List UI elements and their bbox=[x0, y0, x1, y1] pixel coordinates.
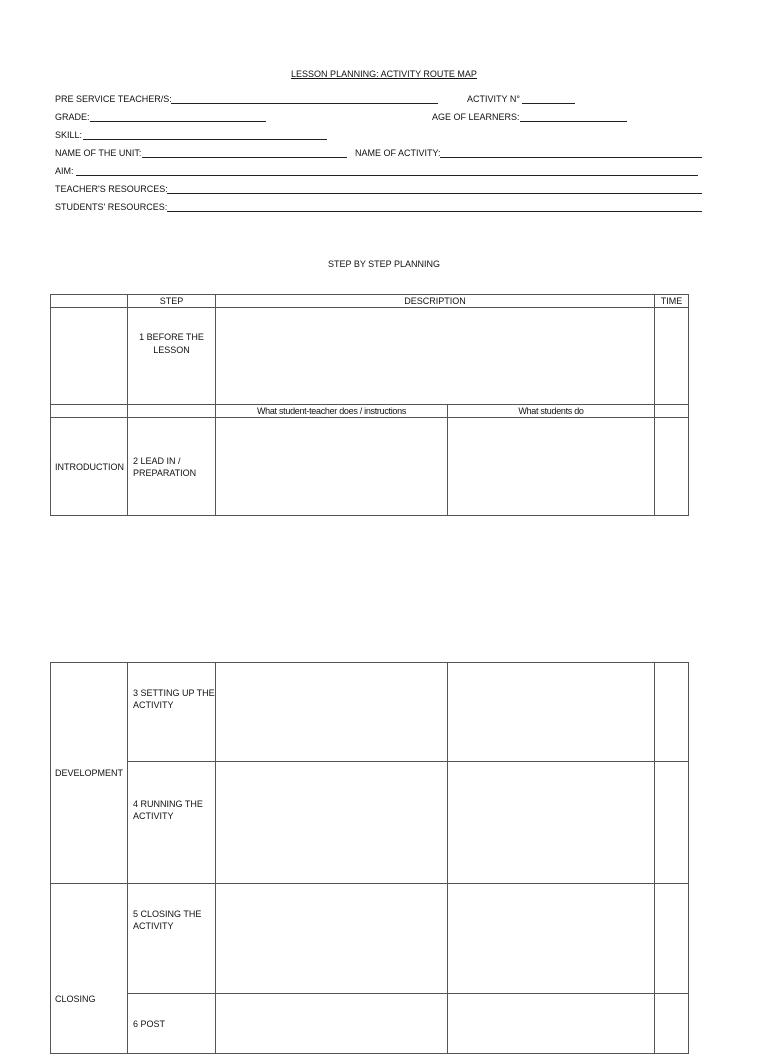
activity-name-field[interactable] bbox=[440, 157, 702, 158]
pre-service-teacher-label: PRE SERVICE TEACHER/S: bbox=[55, 94, 172, 104]
step-running: 4 RUNNING THE ACTIVITY bbox=[128, 762, 216, 884]
stage-development: DEVELOPMENT bbox=[51, 663, 128, 884]
running-students-cell[interactable] bbox=[448, 762, 655, 884]
activity-name-label: NAME OF ACTIVITY: bbox=[355, 148, 441, 158]
planning-table-bottom bbox=[50, 662, 689, 1054]
running-teacher-cell[interactable] bbox=[216, 762, 448, 884]
students-resources-label: STUDENTS' RESOURCES: bbox=[55, 202, 168, 212]
stage-cell-empty bbox=[51, 405, 128, 418]
setting-up-teacher-cell[interactable] bbox=[216, 663, 448, 762]
teachers-resources-field[interactable] bbox=[167, 193, 702, 194]
skill-label: SKILL: bbox=[55, 130, 83, 140]
stage-header-cell bbox=[51, 295, 128, 308]
time-header: TIME bbox=[655, 295, 689, 308]
lead-in-teacher-cell[interactable] bbox=[216, 418, 448, 516]
running-time-cell[interactable] bbox=[655, 762, 689, 884]
activity-number-field[interactable] bbox=[522, 103, 575, 104]
closing-students-cell[interactable] bbox=[448, 884, 655, 994]
pre-service-teacher-field[interactable] bbox=[171, 103, 438, 104]
activity-number-label: ACTIVITY N° bbox=[467, 94, 520, 104]
step-lead-in: 2 LEAD IN / PREPARATION bbox=[128, 418, 216, 516]
aim-field[interactable] bbox=[76, 175, 698, 176]
stage-cell-empty bbox=[51, 308, 128, 405]
step-header: STEP bbox=[128, 295, 216, 308]
lead-in-time-cell[interactable] bbox=[655, 418, 689, 516]
step-setting-up: 3 SETTING UP THE ACTIVITY bbox=[128, 663, 216, 762]
closing-time-cell[interactable] bbox=[655, 884, 689, 994]
step-by-step-title: STEP BY STEP PLANNING bbox=[327, 259, 441, 269]
unit-name-label: NAME OF THE UNIT: bbox=[55, 148, 142, 158]
step-before-lesson: 1 BEFORE THE LESSON bbox=[128, 308, 216, 405]
planning-table-top bbox=[50, 294, 689, 516]
students-do-subheader: What students do bbox=[448, 405, 655, 418]
before-lesson-time-cell[interactable] bbox=[655, 308, 689, 405]
grade-label: GRADE: bbox=[55, 112, 90, 122]
before-lesson-description-cell[interactable] bbox=[216, 308, 655, 405]
document-title: LESSON PLANNING: ACTIVITY ROUTE MAP bbox=[291, 69, 477, 79]
teachers-resources-label: TEACHER'S RESOURCES: bbox=[55, 184, 168, 194]
time-cell-empty bbox=[655, 405, 689, 418]
teacher-does-subheader: What student-teacher does / instructions bbox=[216, 405, 448, 418]
stage-introduction: INTRODUCTION bbox=[51, 418, 128, 516]
step-post: 6 POST bbox=[128, 994, 216, 1054]
age-of-learners-label: AGE OF LEARNERS: bbox=[432, 112, 520, 122]
age-of-learners-field[interactable] bbox=[520, 121, 627, 122]
setting-up-time-cell[interactable] bbox=[655, 663, 689, 762]
grade-field[interactable] bbox=[90, 121, 266, 122]
lead-in-students-cell[interactable] bbox=[448, 418, 655, 516]
step-cell-empty bbox=[128, 405, 216, 418]
skill-field[interactable] bbox=[83, 139, 327, 140]
aim-label: AIM: bbox=[55, 166, 74, 176]
stage-closing: CLOSING bbox=[51, 884, 128, 1054]
setting-up-students-cell[interactable] bbox=[448, 663, 655, 762]
step-closing-activity: 5 CLOSING THE ACTIVITY bbox=[128, 884, 216, 994]
description-header: DESCRIPTION bbox=[216, 295, 655, 308]
unit-name-field[interactable] bbox=[142, 157, 347, 158]
closing-teacher-cell[interactable] bbox=[216, 884, 448, 994]
students-resources-field[interactable] bbox=[167, 211, 702, 212]
